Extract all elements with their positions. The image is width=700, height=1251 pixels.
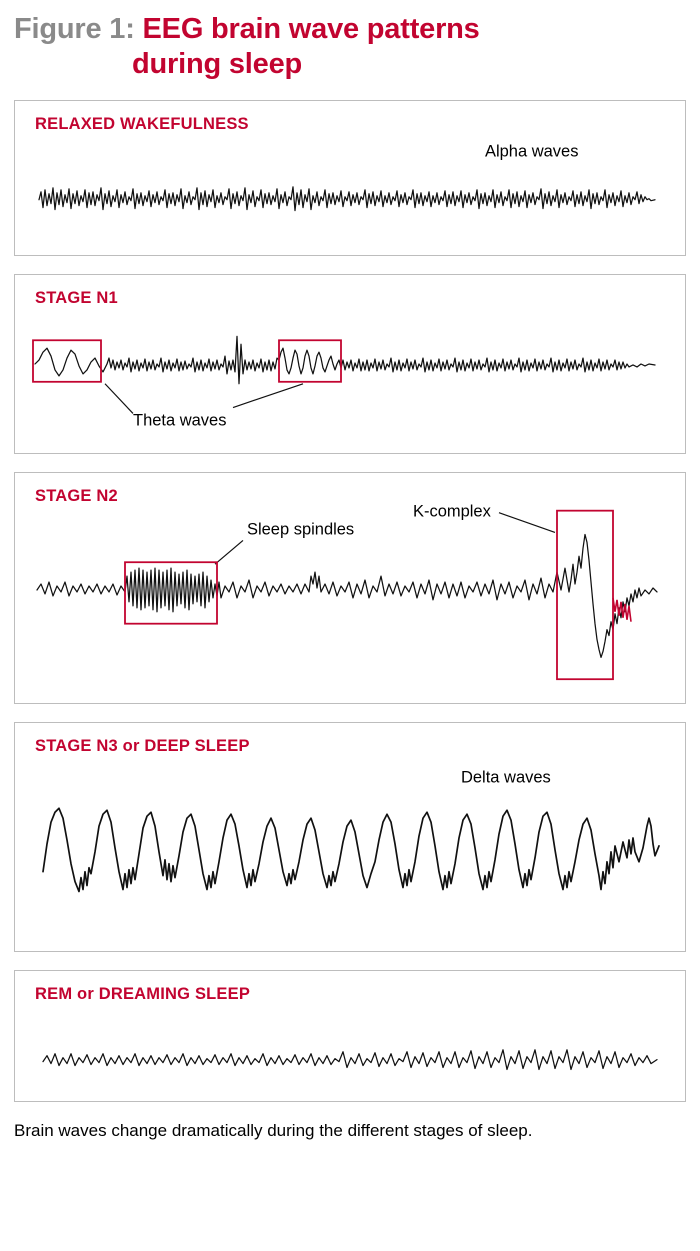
figure-subject-line1: EEG brain wave patterns <box>142 13 480 45</box>
alpha-waves-label: Alpha waves <box>485 142 579 161</box>
delta-waves-label: Delta waves <box>460 768 551 787</box>
panel-rem-sleep <box>14 970 686 1102</box>
panel-stage-n3 <box>14 722 686 952</box>
panel-title-stage-n2: STAGE N2 <box>35 486 118 505</box>
theta-waves-label: Theta waves <box>133 411 227 430</box>
figure-label: Figure 1: <box>14 13 135 45</box>
theta-highlight-box-1 <box>33 340 101 382</box>
eeg-trace-stage-n3 <box>15 723 685 951</box>
eeg-panel-list <box>14 100 686 1102</box>
panel-title-relaxed-wakefulness: RELAXED WAKEFULNESS <box>35 114 249 133</box>
panel-relaxed-wakefulness <box>14 100 686 256</box>
sleep-spindles-label: Sleep spindles <box>246 520 355 539</box>
panel-stage-n2 <box>14 472 686 704</box>
panel-stage-n1 <box>14 274 686 454</box>
figure-subject-line2: during sleep <box>132 48 303 81</box>
figure-caption: Brain waves change dramatically during the different stages of sleep. <box>14 1120 533 1140</box>
panel-title-stage-n3: STAGE N3 or DEEP SLEEP <box>35 736 250 755</box>
panel-title-rem-sleep: REM or DREAMING SLEEP <box>35 984 251 1003</box>
page-title <box>14 0 686 83</box>
eeg-trace-stage-n2 <box>15 473 685 703</box>
k-complex-label: K-complex <box>413 502 491 521</box>
panel-title-stage-n1: STAGE N1 <box>35 288 118 307</box>
